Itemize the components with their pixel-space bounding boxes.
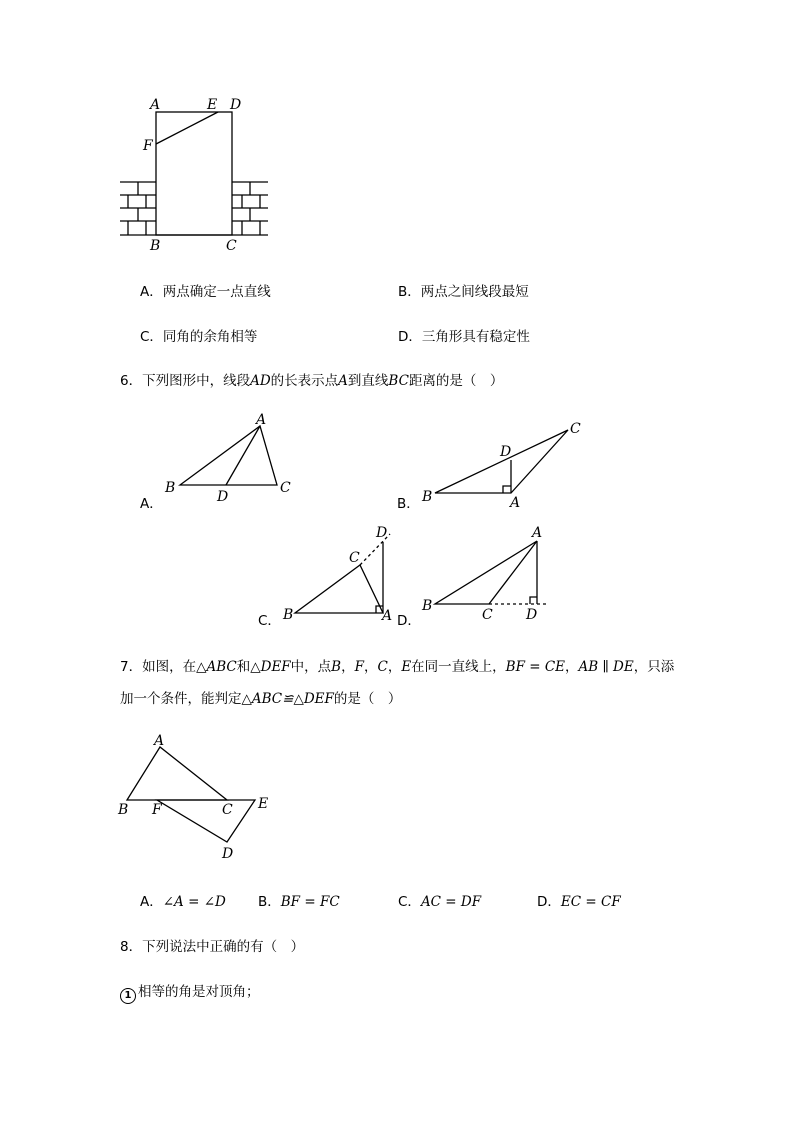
brace-ef	[156, 112, 218, 144]
q6-stem-math-2: A	[338, 373, 348, 389]
right-angle-mark	[503, 486, 511, 493]
triangle-abc	[127, 747, 227, 800]
triangle-def	[157, 800, 255, 842]
label-A: A	[150, 97, 161, 113]
q7-text: ，	[565, 659, 579, 675]
triangle-abc	[295, 565, 383, 613]
option-letter: D．	[537, 894, 561, 910]
label-C: C	[482, 607, 493, 623]
q8-item-1	[120, 983, 260, 1004]
q6-stem-text-1: 6．下列图形中，线段	[120, 373, 251, 389]
label-B: B	[165, 480, 176, 496]
q7-text: ，	[363, 659, 378, 675]
q7-text: 的是（ ）	[333, 691, 402, 707]
q7-text: 在同一直线上，	[411, 659, 506, 675]
label-D: D	[376, 525, 388, 541]
q5-figure	[110, 92, 280, 262]
label-D: D	[526, 607, 538, 623]
q7-text: ，只添	[633, 659, 675, 675]
label-D: D	[222, 846, 234, 862]
q6-stem-text-3: 到直线	[347, 373, 389, 389]
q6-stem-text-4: 距离的是（ ）	[408, 373, 504, 389]
q5-option-d[interactable]: D．三角形具有稳定性	[398, 329, 530, 345]
q8-stem: 8．下列说法中正确的有（ ）	[120, 939, 305, 955]
triangle-abc	[435, 541, 537, 604]
label-E: E	[207, 97, 218, 113]
option-math: AC = DF	[420, 894, 482, 910]
option-math: EC = CF	[560, 894, 621, 910]
q7-math: E	[401, 659, 412, 675]
q6-figure-d	[418, 522, 558, 622]
label-A: A	[154, 733, 165, 749]
q7-text: 7．如图，在	[120, 659, 197, 675]
q7-stem-line2	[120, 690, 401, 708]
q6-stem	[120, 372, 503, 390]
triangle-abc	[435, 430, 568, 493]
label-A: A	[510, 495, 521, 511]
q6-figure-c	[280, 520, 400, 625]
label-E: E	[258, 796, 269, 812]
q7-math: C	[377, 659, 388, 675]
q8-item-1-text: 相等的角是对顶角；	[138, 984, 260, 1000]
door-frame	[156, 112, 232, 235]
right-angle-mark	[530, 597, 537, 604]
label-B: B	[118, 802, 129, 818]
q7-math: BF = CE	[505, 659, 566, 675]
label-B: B	[150, 238, 161, 254]
option-letter: B．	[258, 894, 281, 910]
q5-option-c[interactable]: C．同角的余角相等	[140, 329, 258, 345]
q5-option-b[interactable]: B．两点之间线段最短	[398, 284, 529, 300]
segment-ad	[226, 426, 260, 485]
q7-option-a[interactable]	[140, 893, 226, 911]
label-C: C	[280, 480, 291, 496]
q7-stem-line1	[120, 658, 674, 676]
label-A: A	[256, 412, 267, 428]
option-math: BF = FC	[280, 894, 340, 910]
q7-text: ，	[387, 659, 402, 675]
q7-text: 和	[236, 659, 251, 675]
q7-math: B	[331, 659, 342, 675]
q6-stem-math-1: AD	[250, 373, 271, 389]
label-D: D	[217, 489, 229, 505]
q7-figure	[112, 732, 282, 862]
q7-text: 中，点	[290, 659, 332, 675]
brick-wall-left	[120, 182, 156, 235]
label-A: A	[382, 608, 393, 624]
label-F: F	[143, 138, 153, 154]
triangle-abc	[180, 426, 277, 485]
q7-option-c[interactable]	[398, 893, 481, 911]
label-D: D	[500, 444, 512, 460]
label-B: B	[283, 607, 294, 623]
q7-math: △DEF	[250, 659, 291, 675]
brick-wall-right	[232, 182, 268, 235]
q7-option-b[interactable]	[258, 893, 340, 911]
label-C: C	[349, 550, 360, 566]
q7-math: F	[354, 659, 364, 675]
label-C: C	[222, 802, 233, 818]
q7-text: ，	[341, 659, 355, 675]
q5-option-a[interactable]: A．两点确定一点直线	[140, 284, 271, 300]
option-letter: C．	[398, 894, 421, 910]
q6-option-a-letter[interactable]: A．	[140, 496, 163, 512]
q7-option-d[interactable]	[537, 893, 621, 911]
option-math: ∠A = ∠D	[162, 894, 226, 910]
q6-stem-text-2: 的长表示点	[270, 373, 339, 389]
option-letter: A．	[140, 894, 163, 910]
q6-figure-a	[160, 410, 310, 510]
q7-math: AB ∥ DE	[578, 659, 634, 675]
label-A: A	[532, 525, 543, 541]
label-C: C	[570, 421, 581, 437]
label-B: B	[422, 489, 433, 505]
q7-math: △ABC≌△DEF	[241, 691, 334, 707]
label-B: B	[422, 598, 433, 614]
label-F: F	[152, 802, 162, 818]
q6-option-d-letter[interactable]: D．	[397, 613, 421, 629]
q6-figure-b	[418, 415, 593, 510]
q6-option-b-letter[interactable]: B．	[397, 496, 420, 512]
q6-option-c-letter[interactable]: C．	[258, 613, 281, 629]
circled-number-1: 1	[120, 988, 136, 1004]
q7-math: △ABC	[196, 659, 237, 675]
label-C: C	[226, 238, 237, 254]
label-D: D	[230, 97, 242, 113]
q6-stem-math-3: BC	[388, 373, 409, 389]
q7-text: 加一个条件，能判定	[120, 691, 242, 707]
